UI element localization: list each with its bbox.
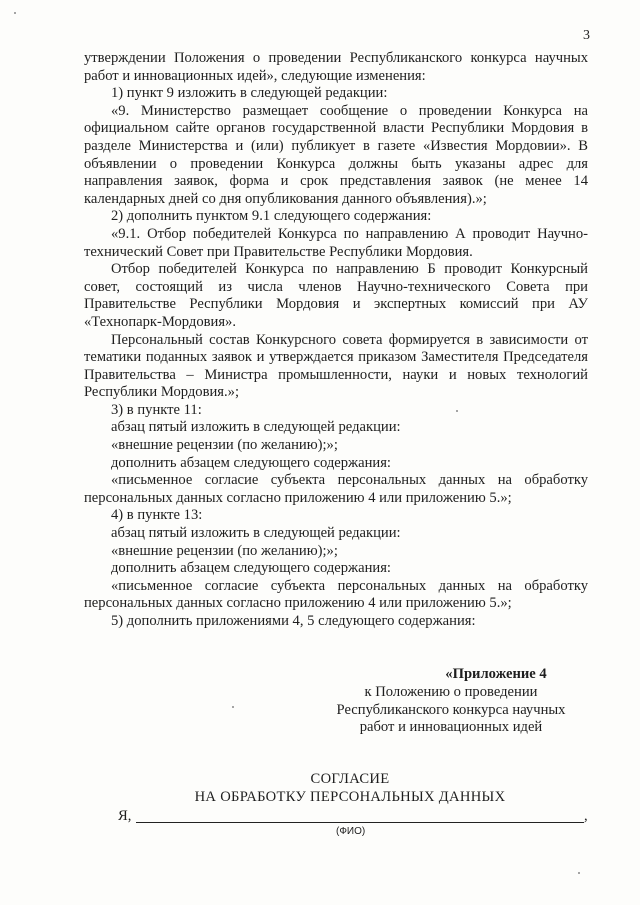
consent-title-line: СОГЛАСИЕ <box>310 771 390 787</box>
appendix-line: к Положению о проведении <box>364 683 538 700</box>
paragraph: «внешние рецензии (по желанию);»; <box>111 437 338 454</box>
paragraph: «9. Министерство размещает сообщение о проведении Конкурса на официальном сайте органов государственной власти Республики Мордовия в разделе Министерства и (или) публикует в газете «Известия Мордовии». В объявлении о проведении Конкурса должны быть указаны адрес для направления заявок, форма и срок представления заявок (не менее 14 календарных дней со дня опубликования данного объявления).»; <box>84 102 588 207</box>
paragraph: дополнить абзацем следующего содержания: <box>111 454 391 471</box>
paragraph: «9.1. Отбор победителей Конкурса по направлению А проводит Научно-технический Совет при Правительстве Республики Мордовия. <box>84 225 588 260</box>
appendix-line: Республиканского конкурса научных <box>336 701 566 718</box>
page-number: 3 <box>583 28 590 43</box>
fio-caption: (ФИО) <box>336 826 366 837</box>
paragraph: «письменное согласие субъекта персональных данных на обработку персональных данных согласно приложению 4 или приложению 5.»; <box>84 472 588 506</box>
appendix-header <box>316 666 586 737</box>
document-body <box>84 50 588 631</box>
scan-speck <box>578 872 580 874</box>
paragraph: утверждении Положения о проведении Республиканского конкурса научных работ и инновационных идей», следующие изменения: <box>84 50 588 84</box>
paragraph: 3) в пункте 11: <box>111 401 202 418</box>
paragraph: дополнить абзацем следующего содержания: <box>111 560 391 577</box>
consent-title <box>100 770 600 806</box>
line-end-comma: , <box>584 808 588 824</box>
fio-row <box>118 808 588 828</box>
scan-speck <box>456 410 458 412</box>
paragraph: 2) дополнить пунктом 9.1 следующего содержания: <box>111 208 432 225</box>
paragraph: Персональный состав Конкурсного совета формируется в зависимости от тематики поданных заявок и утверждается приказом Заместителя Председателя Правительства – Министра промышленности, науки и новых технологий Республики Мордовия.»; <box>84 331 588 401</box>
appendix-line: работ и инновационных идей <box>359 719 543 736</box>
scan-speck <box>232 706 234 708</box>
fio-fill-line <box>136 822 584 823</box>
pronoun-label: Я, <box>118 808 132 824</box>
consent-title-line: НА ОБРАБОТКУ ПЕРСОНАЛЬНЫХ ДАННЫХ <box>194 789 506 805</box>
appendix-title: «Приложение 4 <box>445 666 547 682</box>
paragraph: 1) пункт 9 изложить в следующей редакции: <box>111 85 388 102</box>
paragraph: Отбор победителей Конкурса по направлению Б проводит Конкурсный совет, состоящий из числа членов Научно-технического Совета при Правительстве Республики Мордовия и экспертных комиссий при АУ «Технопарк-Мордовия». <box>84 261 588 330</box>
paragraph: 5) дополнить приложениями 4, 5 следующего содержания: <box>111 613 476 629</box>
paragraph: абзац пятый изложить в следующей редакции: <box>111 419 401 436</box>
paragraph: 4) в пункте 13: <box>111 507 203 524</box>
paragraph: «внешние рецензии (по желанию);»; <box>111 542 338 559</box>
scan-speck <box>14 12 16 14</box>
paragraph: «письменное согласие субъекта персональных данных на обработку персональных данных согласно приложению 4 или приложению 5.»; <box>84 577 588 612</box>
paragraph: абзац пятый изложить в следующей редакции: <box>111 525 401 542</box>
